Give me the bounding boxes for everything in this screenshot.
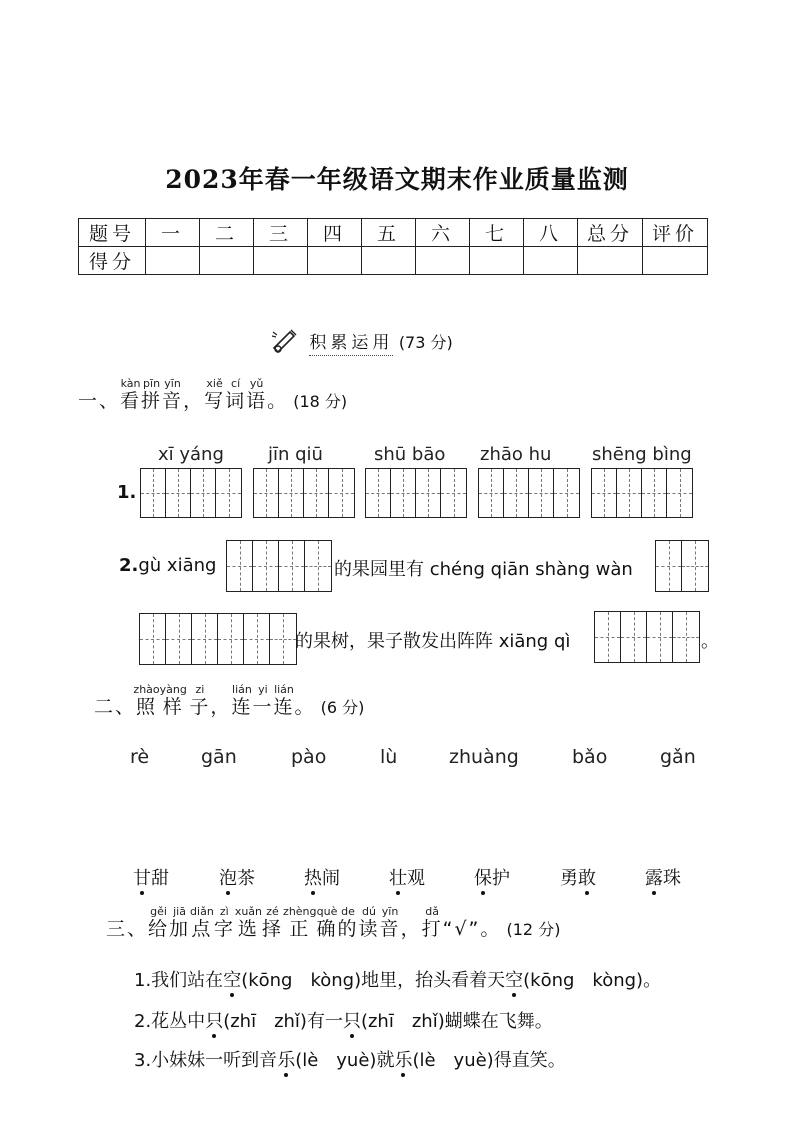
score-cell[interactable] <box>416 247 470 275</box>
score-cell[interactable] <box>524 247 578 275</box>
col-header-evaluation: 评价 <box>643 219 708 247</box>
score-cell[interactable] <box>643 247 708 275</box>
match-word-1[interactable]: 甘甜 <box>133 868 169 889</box>
writing-grid-3[interactable] <box>365 468 467 518</box>
score-cell[interactable] <box>578 247 643 275</box>
q3-number: 三、 <box>106 918 149 940</box>
col-header: 六 <box>416 219 470 247</box>
writing-grid-2[interactable] <box>253 468 355 518</box>
writing-grid-4[interactable] <box>478 468 580 518</box>
score-cell[interactable] <box>200 247 254 275</box>
col-header-total: 总分 <box>578 219 643 247</box>
col-header: 八 <box>524 219 578 247</box>
q1-item1-pinyin-1: xī yáng <box>158 444 224 465</box>
q3-s2-choice-2[interactable]: (zhī zhǐ)蝴蝶在飞舞。 <box>360 1011 553 1032</box>
writing-grid-xiangqi[interactable] <box>594 611 700 663</box>
score-table <box>78 218 708 275</box>
q3-heading: 三、给gěi加jiā点diǎn字zì选xuǎn择zé正zhèng确què的de读dú音yīn，打dǎ“√”。 (12 分) <box>106 905 561 940</box>
q3-sentence-1: 1.我们站在空(kōng kòng)地里，抬头看着天空(kōng kòng)。 <box>134 970 662 991</box>
match-pinyin-4[interactable]: lù <box>380 746 398 768</box>
col-header: 二 <box>200 219 254 247</box>
q1-item1-pinyin-2: jīn qiū <box>268 444 323 465</box>
q1-heading: 一、看kàn拼pīn音yīn，写xiě词cí语yǔ。 (18 分) <box>78 377 348 412</box>
q2-heading: 二、照zhào 样yàng 子zi，连lián一yi连lián。 (6 分) <box>94 683 365 718</box>
q3-s3-choice-1[interactable]: (lè yuè)就 <box>295 1050 395 1071</box>
score-table-header-row <box>79 219 708 247</box>
match-word-5[interactable]: 保护 <box>474 868 510 889</box>
match-word-4[interactable]: 壮观 <box>389 868 425 889</box>
col-header: 三 <box>254 219 308 247</box>
col-header: 四 <box>308 219 362 247</box>
q3-s1-choice-1[interactable]: (kōng kòng)地里，抬头看着天 <box>241 970 506 991</box>
score-cell[interactable] <box>146 247 200 275</box>
q2-number: 二、 <box>94 696 137 718</box>
col-header: 七 <box>470 219 524 247</box>
q1-item1-pinyin-4: zhāo hu <box>480 444 552 465</box>
row-header-question: 题号 <box>79 219 146 247</box>
col-header: 一 <box>146 219 200 247</box>
score-cell[interactable] <box>362 247 416 275</box>
q1-item1-label: 1. <box>117 482 137 503</box>
match-word-7[interactable]: 露珠 <box>645 868 681 889</box>
q1-points: (18 分) <box>293 392 348 411</box>
writing-grid-1[interactable] <box>140 468 242 518</box>
writing-grid-guxiang[interactable] <box>226 540 332 592</box>
match-pinyin-5[interactable]: zhuàng <box>449 746 519 768</box>
q2-points: (6 分) <box>320 698 365 717</box>
col-header: 五 <box>362 219 416 247</box>
score-cell[interactable] <box>470 247 524 275</box>
match-word-2[interactable]: 泡茶 <box>219 868 255 889</box>
q1-item2-end: 。 <box>701 631 719 652</box>
writing-grid-5[interactable] <box>591 468 693 518</box>
section-title: 积累运用 <box>309 333 393 356</box>
match-pinyin-1[interactable]: rè <box>130 746 150 768</box>
q3-s1-choice-2[interactable]: (kōng kòng)。 <box>523 970 662 991</box>
score-cell[interactable] <box>254 247 308 275</box>
q1-item2-text-1: 的果园里有 chéng qiān shàng wàn <box>334 559 633 580</box>
q3-s3-choice-2[interactable]: (lè yuè)得直笑。 <box>412 1050 566 1071</box>
match-pinyin-6[interactable]: bǎo <box>572 746 608 768</box>
match-pinyin-7[interactable]: gǎn <box>660 746 696 768</box>
match-word-3[interactable]: 热闹 <box>304 868 340 889</box>
section-banner <box>270 328 453 354</box>
writing-grid-chengqian-2[interactable] <box>139 613 297 665</box>
q3-points: (12 分) <box>506 920 561 939</box>
q1-item1-pinyin-3: shū bāo <box>374 444 446 465</box>
q1-item2-text-2: 的果树，果子散发出阵阵 xiāng qì <box>295 631 571 652</box>
q3-s2-choice-1[interactable]: (zhī zhǐ)有一 <box>223 1011 343 1032</box>
match-word-6[interactable]: 勇敢 <box>560 868 596 889</box>
page-title: 2023年春一年级语文期末作业质量监测 <box>165 165 629 194</box>
row-header-score: 得分 <box>79 247 146 275</box>
q3-sentence-2: 2.花丛中只(zhī zhǐ)有一只(zhī zhǐ)蝴蝶在飞舞。 <box>134 1011 553 1032</box>
q1-number: 一、 <box>78 390 121 412</box>
match-pinyin-3[interactable]: pào <box>291 746 327 768</box>
match-pinyin-2[interactable]: gān <box>201 746 237 768</box>
score-cell[interactable] <box>308 247 362 275</box>
trumpet-icon <box>270 328 298 354</box>
score-table-score-row <box>79 247 708 275</box>
section-points: (73 分) <box>398 333 453 352</box>
q1-item1-pinyin-5: shēng bìng <box>592 444 692 465</box>
q1-item2-start: 2.gù xiāng <box>119 555 217 576</box>
q1-item2-pinyin-guxiang: gù xiāng <box>138 555 217 576</box>
q3-sentence-3: 3.小妹妹一听到音乐(lè yuè)就乐(lè yuè)得直笑。 <box>134 1050 566 1071</box>
writing-grid-chengqian-1[interactable] <box>655 540 709 592</box>
